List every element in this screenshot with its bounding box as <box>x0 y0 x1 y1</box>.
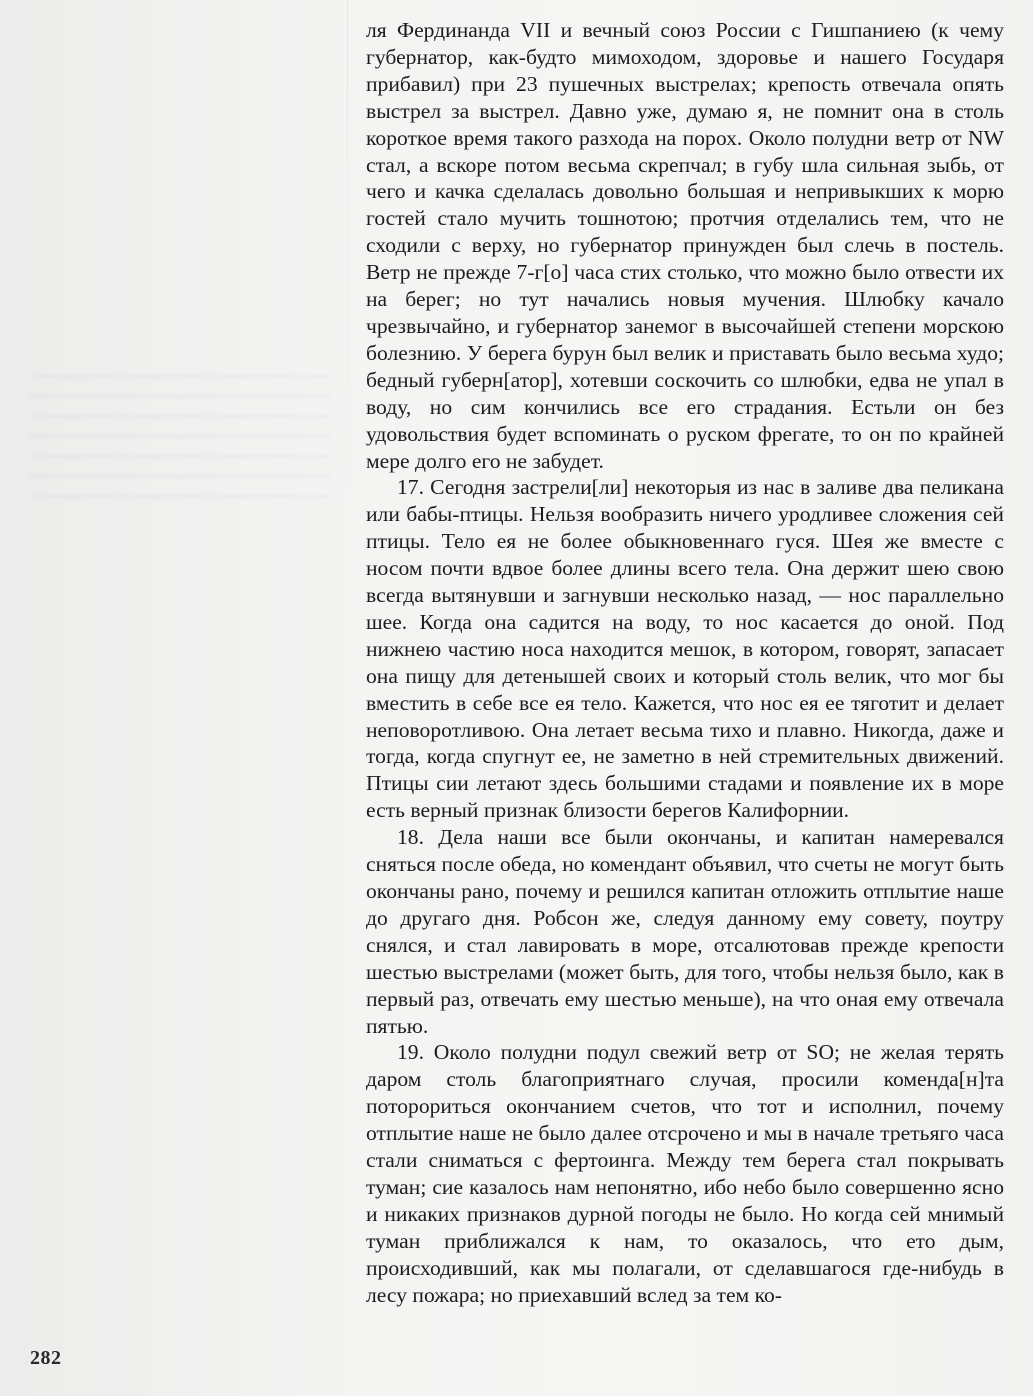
paragraph-continuation: ля Фердинанда VII и вечный союз России с Гишпаниею (к чему губернатор, как-будто мимоходом, здоровье и нашего Государя прибавил) при 23 пушечных выстрелах; крепость отвечала опять выстрел за выстрел. Давно уже, думаю я, не помнит она в столь короткое время такого разхода на порох. Около полудни ветр от NW стал, а вскоре потом весьма скрепчал; в губу шла сильная зыбь, от чего и качка сделалась довольно большая и непривыкших к морю гостей стало мучить тошнотою; протчия отделались тем, что не сходили с верху, но губернатор принужден был слечь в постель. Ветр не прежде 7-г[о] часа стих столько, что можно было отвести их на берег; но тут начались новыя мучения. Шлюбку качало чрезвычайно, и губернатор занемог в высочайшей степени морскою болезнию. У берега бурун был велик и приставать было весьма худо; бедный губерн[атор], хотевши соскочить со шлюбки, едва не упал в воду, но сим кончились все его страдания. Естьли он без удовольствия будет вспоминать о руском фрегате, то он по крайней мере долго его не забудет. <box>366 18 1004 473</box>
gutter-shadow <box>347 0 348 520</box>
bleed-through-shadow <box>30 375 330 505</box>
page-number: 282 <box>30 1347 62 1369</box>
paragraph-entry-18: 18. Дела наши все были окончаны, и капитан намеревался сняться после обеда, но комендант объявил, что счеты не могут быть окончаны рано, почему и решился капитан отложить отплытие наше до другаго дня. Робсон же, следуя данному ему совету, поутру снялся, и стал лавировать в море, отсалютовав прежде крепости шестью выстрелами (может быть, для того, чтобы нельзя было, как в первый раз, отвечать ему шестью меньше), на что оная ему отвечала пятью. <box>366 825 1004 1038</box>
body-text <box>366 17 1004 1309</box>
paragraph-entry-17: 17. Сегодня застрели[ли] некоторыя из нас в заливе два пеликана или бабы-птицы. Нельзя вообразить ничего уродливее сложения сей птицы. Тело ея не более обыкновеннаго гуся. Шея же вместе с носом почти вдвое более длины всего тела. Она держит шею свою всегда вытянувши и загнувши несколько назад, — нос параллельно шее. Когда она садится на воду, то нос касается до оной. Под нижнею частию носа находится мешок, в котором, говорят, запасает она пищу для детенышей своих и который столь велик, что мог бы вместить в себе все ея тело. Кажется, что нос ея ее тяготит и делает неповоротливою. Она летает весьма тихо и плавно. Никогда, даже и тогда, когда спугнут ее, не заметно в ней стремительных движений. Птицы сии летают здесь большими стадами и появление их в море есть верный признак близости берегов Калифорнии. <box>366 475 1004 823</box>
paragraph-entry-19: 19. Около полудни подул свежий ветр от SO; не желая терять даром столь благоприятнаго случая, просили коменда[н]та потороpиться окончанием счетов, что тот и исполнил, почему отплытие наше не было далее отсрочено и мы в начале третьяго часа стали сниматься с фертоинга. Между тем берега стал покрывать туман; сие казалось нам непонятно, ибо небо было совершенно ясно и никаких признаков дурной погоды не было. Но когда сей мнимый туман приближался к нам, то оказалось, что ето дым, происходивший, как мы полагали, от сделавшагося где-нибудь в лесу пожара; но приехавший вслед за тем ко- <box>366 1040 1004 1307</box>
